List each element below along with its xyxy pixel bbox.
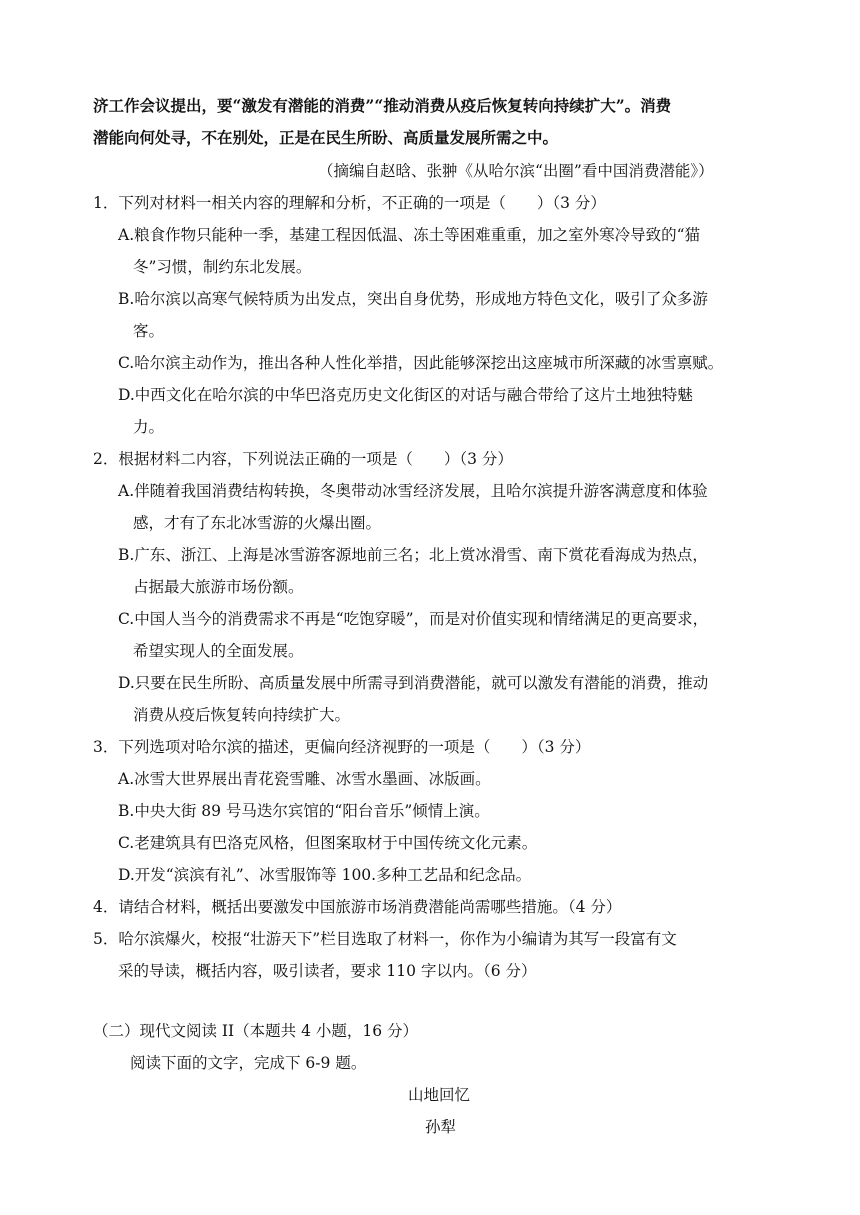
q3-option-b: B.中央大街 89 号马迭尔宾馆的“阳台音乐”倾情上演。	[118, 802, 490, 820]
question-3-stem: 3．下列选项对哈尔滨的描述，更偏向经济视野的一项是（ ）（3 分）	[93, 738, 591, 756]
q2-option-a: A.伴随着我国消费结构转换，冬奥带动冰雪经济发展，且哈尔滨提升游客满意度和体验	[118, 482, 708, 500]
section-2-instruction: 阅读下面的文字，完成下 6-9 题。	[130, 1054, 367, 1072]
q2-option-c: C.中国人当今的消费需求不再是“吃饱穿暖”，而是对价值实现和情绪满足的更高要求，	[118, 610, 709, 628]
q1-option-d: D.中西文化在哈尔滨的中华巴洛克历史文化街区的对话与融合带给了这片土地独特魅	[118, 386, 693, 404]
q2-option-c-cont: 希望实现人的全面发展。	[133, 642, 304, 660]
article-title: 山地回忆	[408, 1086, 471, 1104]
q2-option-d: D.只要在民生所盼、高质量发展中所需寻到消费潜能，就可以激发有潜能的消费，推动	[118, 674, 709, 692]
q2-option-b: B.广东、浙江、上海是冰雪游客源地前三名；北上赏冰滑雪、南下赏花看海成为热点，	[118, 546, 708, 564]
q2-option-b-cont: 占据最大旅游市场份额。	[133, 578, 304, 596]
q1-option-b-cont: 客。	[133, 322, 165, 340]
section-2-heading: （二）现代文阅读 II（本题共 4 小题，16 分）	[93, 1022, 419, 1040]
q1-option-d-cont: 力。	[133, 418, 165, 436]
passage-line-2: 潜能向何处寻，不在别处，正是在民生所盼、高质量发展所需之中。	[93, 128, 559, 147]
q1-option-a-cont: 冬”习惯，制约东北发展。	[133, 258, 312, 276]
passage-source: （摘编自赵晗、张翀《从哈尔滨“出圈”看中国消费潜能》）	[318, 162, 714, 180]
passage-line-1: 济工作会议提出，要“激发有潜能的消费”“推动消费从疫后恢复转向持续扩大”。消费	[93, 96, 672, 115]
question-1-stem: 1．下列对材料一相关内容的理解和分析，不正确的一项是（ ）（3 分）	[93, 194, 606, 212]
q3-option-d: D.开发“滨滨有礼”、冰雪服饰等 100.多种工艺品和纪念品。	[118, 866, 532, 884]
q3-option-c: C.老建筑具有巴洛克风格，但图案取材于中国传统文化元素。	[118, 834, 538, 852]
q2-option-d-cont: 消费从疫后恢复转向持续扩大。	[133, 706, 351, 724]
q1-option-b: B.哈尔滨以高寒气候特质为出发点，突出自身优势，形成地方特色文化，吸引了众多游	[118, 290, 708, 308]
question-5-stem: 5．哈尔滨爆火，校报“壮游天下”栏目选取了材料一，你作为小编请为其写一段富有文	[93, 930, 677, 948]
q2-option-a-cont: 感，才有了东北冰雪游的火爆出圈。	[133, 514, 382, 532]
q3-option-a: A.冰雪大世界展出青花瓷雪雕、冰雪水墨画、冰版画。	[118, 770, 491, 788]
q1-option-a: A.粮食作物只能种一季，基建工程因低温、冻土等困难重重，加之室外寒冷导致的“猫	[118, 226, 701, 244]
question-4-stem: 4．请结合材料，概括出要激发中国旅游市场消费潜能尚需哪些措施。（4 分）	[93, 898, 622, 916]
article-author: 孙犁	[425, 1118, 457, 1136]
q1-option-c: C.哈尔滨主动作为，推出各种人性化举措，因此能够深挖出这座城市所深藏的冰雪禀赋。	[118, 354, 724, 372]
question-2-stem: 2．根据材料二内容，下列说法正确的一项是（ ）（3 分）	[93, 450, 513, 468]
question-5-stem-cont: 采的导读，概括内容，吸引读者，要求 110 字以内。（6 分）	[118, 962, 537, 980]
